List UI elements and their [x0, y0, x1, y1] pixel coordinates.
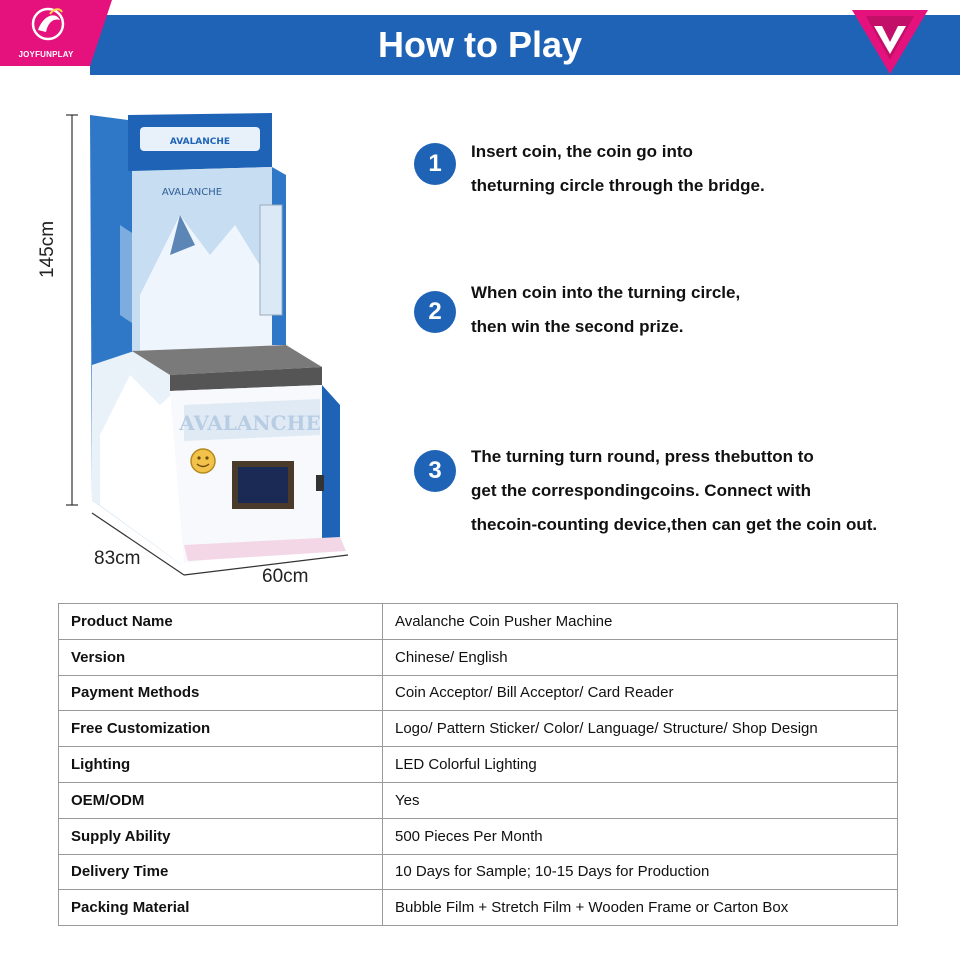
spec-value: Yes: [383, 782, 898, 818]
table-row: [59, 604, 898, 640]
spec-key: Product Name: [59, 604, 383, 640]
step-3-text: [471, 440, 951, 542]
width-dimension-label: 60cm: [262, 566, 309, 587]
spec-value: Avalanche Coin Pusher Machine: [383, 604, 898, 640]
table-row: [59, 782, 898, 818]
depth-dimension-label: 83cm: [94, 548, 141, 569]
spec-value: Bubble Film + Stretch Film + Wooden Frame or Carton Box: [383, 890, 898, 926]
spec-value: 500 Pieces Per Month: [383, 818, 898, 854]
spec-value: Logo/ Pattern Sticker/ Color/ Language/ Structure/ Shop Design: [383, 711, 898, 747]
spec-value: 10 Days for Sample; 10-15 Days for Production: [383, 854, 898, 890]
step-1-text: [471, 135, 951, 203]
logo-text: JOYFUNPLAY: [18, 50, 74, 59]
svg-text:AVALANCHE: AVALANCHE: [179, 411, 321, 435]
coin-pusher-machine-image: [60, 105, 360, 595]
spec-key: Packing Material: [59, 890, 383, 926]
step-3-line-2: get the correspondingcoins. Connect with: [471, 481, 812, 500]
table-row: [59, 675, 898, 711]
spec-key: Supply Ability: [59, 818, 383, 854]
step-3-line-1: The turning turn round, press thebutton to: [471, 447, 814, 466]
step-1-line-2: theturning circle through the bridge.: [471, 176, 765, 195]
step-2-line-1: When coin into the turning circle,: [471, 283, 741, 302]
spec-key: Delivery Time: [59, 854, 383, 890]
table-row: [59, 890, 898, 926]
table-row: [59, 711, 898, 747]
spec-value: Chinese/ English: [383, 639, 898, 675]
spec-key: Payment Methods: [59, 675, 383, 711]
height-dimension-label: 145cm: [37, 220, 58, 278]
step-2-number-badge: 2: [414, 291, 456, 333]
table-row: [59, 639, 898, 675]
step-3-line-3: thecoin-counting device,then can get the coin out.: [471, 515, 878, 534]
step-2-text: [471, 276, 951, 344]
spec-key: OEM/ODM: [59, 782, 383, 818]
step-1-number-badge: 1: [414, 143, 456, 185]
page-title: How to Play: [377, 24, 583, 65]
spec-value: LED Colorful Lighting: [383, 747, 898, 783]
svg-text:AVALANCHE: AVALANCHE: [161, 187, 223, 198]
table-row: [59, 747, 898, 783]
step-2-line-2: then win the second prize.: [471, 317, 684, 336]
step-3-number-badge: 3: [414, 450, 456, 492]
table-row: [59, 818, 898, 854]
spec-key: Version: [59, 639, 383, 675]
svg-text:AVALANCHE: AVALANCHE: [169, 137, 231, 147]
brand-logo: [0, 0, 112, 66]
spec-key: Lighting: [59, 747, 383, 783]
spec-value: Coin Acceptor/ Bill Acceptor/ Card Reader: [383, 675, 898, 711]
spec-key: Free Customization: [59, 711, 383, 747]
v-triangle-icon: [852, 10, 928, 74]
table-row: [59, 854, 898, 890]
spec-table: [58, 603, 898, 926]
step-1-line-1: Insert coin, the coin go into: [471, 142, 693, 161]
